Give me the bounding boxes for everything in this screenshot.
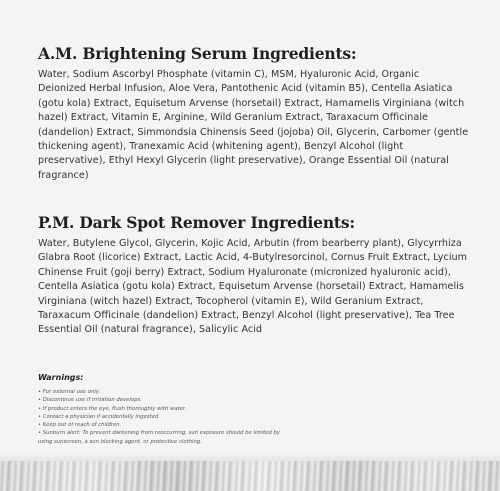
warning-item: using sunscreen, a sun blocking agent, or protective clothing.	[38, 438, 202, 445]
warning-item: • Sunburn alert: To prevent darkening from reoccurring, sun exposure should be limited by	[38, 430, 280, 437]
warnings-title: Warnings:	[38, 373, 84, 382]
warning-item: • If product enters the eye, flush thoroughly with water.	[38, 405, 187, 412]
foil-band-fade	[0, 451, 500, 461]
warning-item: • Contact a physician if accidentally ingested.	[38, 413, 161, 420]
warning-item: • For external use only.	[38, 389, 101, 395]
pm-remover-ingredients: Water, Butylene Glycol, Glycerin, Kojic Acid, Arbutin (from bearberry plant), Glycyrrhiza Glabra Root (licorice) Extract, Lactic Acid, 4-Butylresorcinol, Cornus Fruit Extract, Lycium Chinense Fruit (goji berry) Extract, Sodium Hyaluronate (micronized hyaluronic acid), Centella Asiatica (gotu kola) Extract, Equisetum Arvense (horsetail) Extract, Hamamelis Virginiana (witch hazel) Extract, Tocopherol (vitamin E), Wild Geranium Extract, Taraxacum Officinale (dandelion) Extract, Benzyl Alcohol (light preservative), Tea Tree Essential Oil (natural fragrance), Salicylic Acid	[38, 238, 468, 336]
pm-remover-heading: P.M. Dark Spot Remover Ingredients:	[38, 213, 355, 232]
silver-foil-band	[0, 461, 500, 491]
warning-item: • Keep out of reach of children.	[38, 422, 122, 429]
warnings-list	[38, 388, 478, 446]
am-serum-ingredients: Water, Sodium Ascorbyl Phosphate (vitamin C), MSM, Hyaluronic Acid, Organic Deionized Herbal Infusion, Aloe Vera, Pantothenic Acid (vitamin B5), Centella Asiatica (gotu kola) Extract, Equisetum Arvense (horsetail) Extract, Hamamelis Virginiana (witch hazel) Extract, Vitamin E, Arginine, Wild Geranium Extract, Taraxacum Officinale (dandelion) Extract, Simmondsia Chinensis Seed (jojoba) Oil, Glycerin, Carbomer (gentle thickening agent), Tranexamic Acid (whitening agent), Benzyl Alcohol (light preservative), Ethyl Hexyl Glycerin (light preservative), Orange Essential Oil (natural fragrance)	[38, 69, 469, 181]
am-serum-heading: A.M. Brightening Serum Ingredients:	[38, 44, 357, 63]
warning-item: • Discontinue use if irritation develops.	[38, 397, 142, 404]
